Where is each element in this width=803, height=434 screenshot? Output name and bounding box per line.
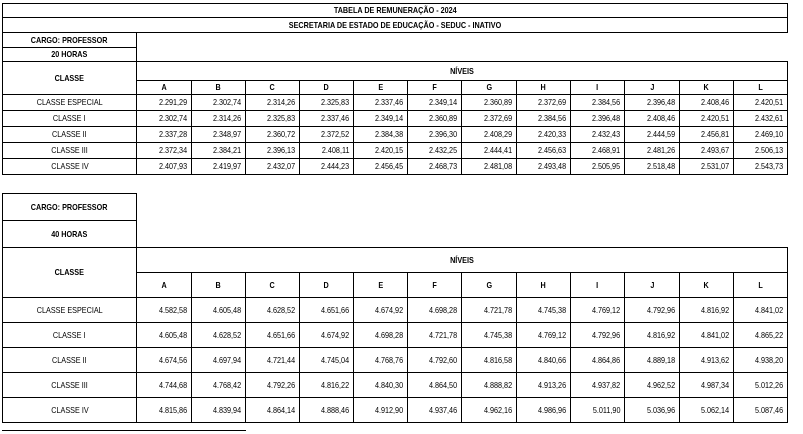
value-cell: 4.745,04 xyxy=(300,348,354,373)
value-cell: 2.543,73 xyxy=(734,159,788,175)
value-cell: 4.864,50 xyxy=(408,373,462,398)
classe-header: CLASSE xyxy=(3,62,137,95)
value-cell: 4.815,86 xyxy=(137,398,192,423)
value-cell: 2.360,89 xyxy=(462,95,517,111)
value-cell: 4.938,20 xyxy=(734,348,788,373)
value-cell: 2.360,89 xyxy=(408,111,462,127)
table-row xyxy=(3,95,788,111)
level-header-h: H xyxy=(517,81,571,95)
value-cell: 4.628,52 xyxy=(192,323,246,348)
salary-table-40h xyxy=(2,193,788,423)
value-cell: 2.372,34 xyxy=(137,143,192,159)
classe-cell: CLASSE ESPECIAL xyxy=(3,298,137,323)
niveis-header: NÍVEIS xyxy=(137,62,788,81)
value-cell: 2.420,51 xyxy=(680,111,734,127)
level-header-l: L xyxy=(734,81,788,95)
level-header-k: K xyxy=(680,273,734,298)
value-cell: 2.337,46 xyxy=(354,95,408,111)
value-cell: 2.337,28 xyxy=(137,127,192,143)
value-cell: 4.913,26 xyxy=(517,373,571,398)
value-cell: 4.937,82 xyxy=(571,373,625,398)
value-cell: 2.360,72 xyxy=(246,127,300,143)
value-cell: 4.674,92 xyxy=(300,323,354,348)
value-cell: 2.419,97 xyxy=(192,159,246,175)
cargo-label: CARGO: PROFESSOR xyxy=(3,194,137,221)
value-cell: 2.384,56 xyxy=(571,95,625,111)
value-cell: 4.651,66 xyxy=(300,298,354,323)
value-cell: 2.444,41 xyxy=(462,143,517,159)
value-cell: 4.792,60 xyxy=(408,348,462,373)
value-cell: 2.456,81 xyxy=(680,127,734,143)
value-cell: 4.962,52 xyxy=(625,373,680,398)
value-cell: 4.816,92 xyxy=(680,298,734,323)
level-header-l: L xyxy=(734,273,788,298)
value-cell: 2.444,59 xyxy=(625,127,680,143)
value-cell: 2.518,48 xyxy=(625,159,680,175)
value-cell: 4.769,12 xyxy=(517,323,571,348)
value-cell: 4.768,76 xyxy=(354,348,408,373)
value-cell: 4.698,28 xyxy=(354,323,408,348)
value-cell: 4.792,96 xyxy=(625,298,680,323)
value-cell: 4.888,46 xyxy=(300,398,354,423)
value-cell: 4.698,28 xyxy=(408,298,462,323)
value-cell: 5.062,14 xyxy=(680,398,734,423)
level-header-i: I xyxy=(571,273,625,298)
level-header-d: D xyxy=(300,273,354,298)
value-cell: 2.408,46 xyxy=(625,111,680,127)
value-cell: 4.745,38 xyxy=(517,298,571,323)
value-cell: 2.384,56 xyxy=(517,111,571,127)
level-header-a: A xyxy=(137,273,192,298)
value-cell: 2.348,97 xyxy=(192,127,246,143)
classe-cell: CLASSE I xyxy=(3,111,137,127)
level-header-k: K xyxy=(680,81,734,95)
value-cell: 4.962,16 xyxy=(462,398,517,423)
value-cell: 4.841,02 xyxy=(680,323,734,348)
value-cell: 2.420,15 xyxy=(354,143,408,159)
value-cell: 2.325,83 xyxy=(300,95,354,111)
horas-label: 40 HORAS xyxy=(3,221,137,248)
value-cell: 5.011,90 xyxy=(571,398,625,423)
value-cell: 4.674,56 xyxy=(137,348,192,373)
value-cell: 2.396,48 xyxy=(571,111,625,127)
level-header-b: B xyxy=(192,273,246,298)
level-header-i: I xyxy=(571,81,625,95)
value-cell: 4.721,78 xyxy=(408,323,462,348)
level-header-g: G xyxy=(462,273,517,298)
value-cell: 2.444,23 xyxy=(300,159,354,175)
value-cell: 2.481,26 xyxy=(625,143,680,159)
value-cell: 4.840,30 xyxy=(354,373,408,398)
value-cell: 4.864,86 xyxy=(571,348,625,373)
salary-table-20h xyxy=(2,3,788,175)
value-cell: 2.372,69 xyxy=(462,111,517,127)
table-title: TABELA DE REMUNERAÇÃO - 2024 xyxy=(3,4,788,18)
value-cell: 5.012,26 xyxy=(734,373,788,398)
value-cell: 4.605,48 xyxy=(192,298,246,323)
value-cell: 4.792,96 xyxy=(571,323,625,348)
value-cell: 2.337,46 xyxy=(300,111,354,127)
value-cell: 4.816,58 xyxy=(462,348,517,373)
classe-header: CLASSE xyxy=(3,248,137,298)
value-cell: 2.505,95 xyxy=(571,159,625,175)
value-cell: 4.816,92 xyxy=(625,323,680,348)
value-cell: 2.468,73 xyxy=(408,159,462,175)
value-cell: 2.456,63 xyxy=(517,143,571,159)
value-cell: 4.628,52 xyxy=(246,298,300,323)
table-row xyxy=(3,159,788,175)
level-header-h: H xyxy=(517,273,571,298)
value-cell: 4.768,42 xyxy=(192,373,246,398)
value-cell: 4.913,62 xyxy=(680,348,734,373)
value-cell: 4.987,34 xyxy=(680,373,734,398)
level-header-j: J xyxy=(625,81,680,95)
table-row xyxy=(3,323,788,348)
value-cell: 4.697,94 xyxy=(192,348,246,373)
value-cell: 2.408,46 xyxy=(680,95,734,111)
value-cell: 2.432,61 xyxy=(734,111,788,127)
value-cell: 5.036,96 xyxy=(625,398,680,423)
value-cell: 2.493,67 xyxy=(680,143,734,159)
table-row xyxy=(3,398,788,423)
table-row xyxy=(3,143,788,159)
value-cell: 2.396,13 xyxy=(246,143,300,159)
value-cell: 4.605,48 xyxy=(137,323,192,348)
value-cell: 2.432,25 xyxy=(408,143,462,159)
value-cell: 2.481,08 xyxy=(462,159,517,175)
value-cell: 2.384,21 xyxy=(192,143,246,159)
value-cell: 4.651,66 xyxy=(246,323,300,348)
value-cell: 2.291,29 xyxy=(137,95,192,111)
classe-cell: CLASSE III xyxy=(3,143,137,159)
niveis-header: NÍVEIS xyxy=(137,248,788,273)
value-cell: 2.302,74 xyxy=(192,95,246,111)
value-cell: 4.745,38 xyxy=(462,323,517,348)
value-cell: 4.839,94 xyxy=(192,398,246,423)
value-cell: 4.721,78 xyxy=(462,298,517,323)
horas-label: 20 HORAS xyxy=(3,48,137,62)
value-cell: 4.986,96 xyxy=(517,398,571,423)
level-header-b: B xyxy=(192,81,246,95)
level-header-j: J xyxy=(625,273,680,298)
classe-cell: CLASSE II xyxy=(3,348,137,373)
level-header-c: C xyxy=(246,273,300,298)
value-cell: 4.816,22 xyxy=(300,373,354,398)
value-cell: 2.349,14 xyxy=(408,95,462,111)
value-cell: 2.531,07 xyxy=(680,159,734,175)
level-header-f: F xyxy=(408,81,462,95)
value-cell: 2.349,14 xyxy=(354,111,408,127)
value-cell: 4.769,12 xyxy=(571,298,625,323)
table-row xyxy=(3,127,788,143)
value-cell: 4.937,46 xyxy=(408,398,462,423)
classe-cell: CLASSE IV xyxy=(3,398,137,423)
value-cell: 4.674,92 xyxy=(354,298,408,323)
table-row xyxy=(3,298,788,323)
value-cell: 4.888,82 xyxy=(462,373,517,398)
value-cell: 4.721,44 xyxy=(246,348,300,373)
value-cell: 2.408,29 xyxy=(462,127,517,143)
value-cell: 2.456,45 xyxy=(354,159,408,175)
level-header-e: E xyxy=(354,273,408,298)
classe-cell: CLASSE ESPECIAL xyxy=(3,95,137,111)
classe-cell: CLASSE IV xyxy=(3,159,137,175)
footer-rule xyxy=(2,430,246,431)
value-cell: 4.744,68 xyxy=(137,373,192,398)
classe-cell: CLASSE II xyxy=(3,127,137,143)
value-cell: 2.407,93 xyxy=(137,159,192,175)
value-cell: 2.420,51 xyxy=(734,95,788,111)
cargo-label: CARGO: PROFESSOR xyxy=(3,33,137,48)
value-cell: 4.889,18 xyxy=(625,348,680,373)
value-cell: 2.420,33 xyxy=(517,127,571,143)
value-cell: 5.087,46 xyxy=(734,398,788,423)
value-cell: 2.432,43 xyxy=(571,127,625,143)
value-cell: 4.792,26 xyxy=(246,373,300,398)
value-cell: 4.864,14 xyxy=(246,398,300,423)
value-cell: 4.865,22 xyxy=(734,323,788,348)
level-header-g: G xyxy=(462,81,517,95)
value-cell: 2.325,83 xyxy=(246,111,300,127)
value-cell: 2.468,91 xyxy=(571,143,625,159)
level-header-a: A xyxy=(137,81,192,95)
table-row xyxy=(3,373,788,398)
table-row xyxy=(3,111,788,127)
value-cell: 2.432,07 xyxy=(246,159,300,175)
value-cell: 2.408,11 xyxy=(300,143,354,159)
value-cell: 4.912,90 xyxy=(354,398,408,423)
value-cell: 2.302,74 xyxy=(137,111,192,127)
value-cell: 2.469,10 xyxy=(734,127,788,143)
value-cell: 2.396,30 xyxy=(408,127,462,143)
value-cell: 2.314,26 xyxy=(246,95,300,111)
level-header-d: D xyxy=(300,81,354,95)
value-cell: 2.493,48 xyxy=(517,159,571,175)
value-cell: 2.396,48 xyxy=(625,95,680,111)
classe-cell: CLASSE III xyxy=(3,373,137,398)
value-cell: 2.506,13 xyxy=(734,143,788,159)
value-cell: 4.582,58 xyxy=(137,298,192,323)
level-header-c: C xyxy=(246,81,300,95)
value-cell: 2.314,26 xyxy=(192,111,246,127)
value-cell: 2.372,52 xyxy=(300,127,354,143)
value-cell: 2.372,69 xyxy=(517,95,571,111)
value-cell: 4.841,02 xyxy=(734,298,788,323)
table-subtitle: SECRETARIA DE ESTADO DE EDUCAÇÃO - SEDUC - INATIVO xyxy=(3,18,788,33)
table-row xyxy=(3,348,788,373)
value-cell: 2.384,38 xyxy=(354,127,408,143)
value-cell: 4.840,66 xyxy=(517,348,571,373)
level-header-e: E xyxy=(354,81,408,95)
classe-cell: CLASSE I xyxy=(3,323,137,348)
level-header-f: F xyxy=(408,273,462,298)
